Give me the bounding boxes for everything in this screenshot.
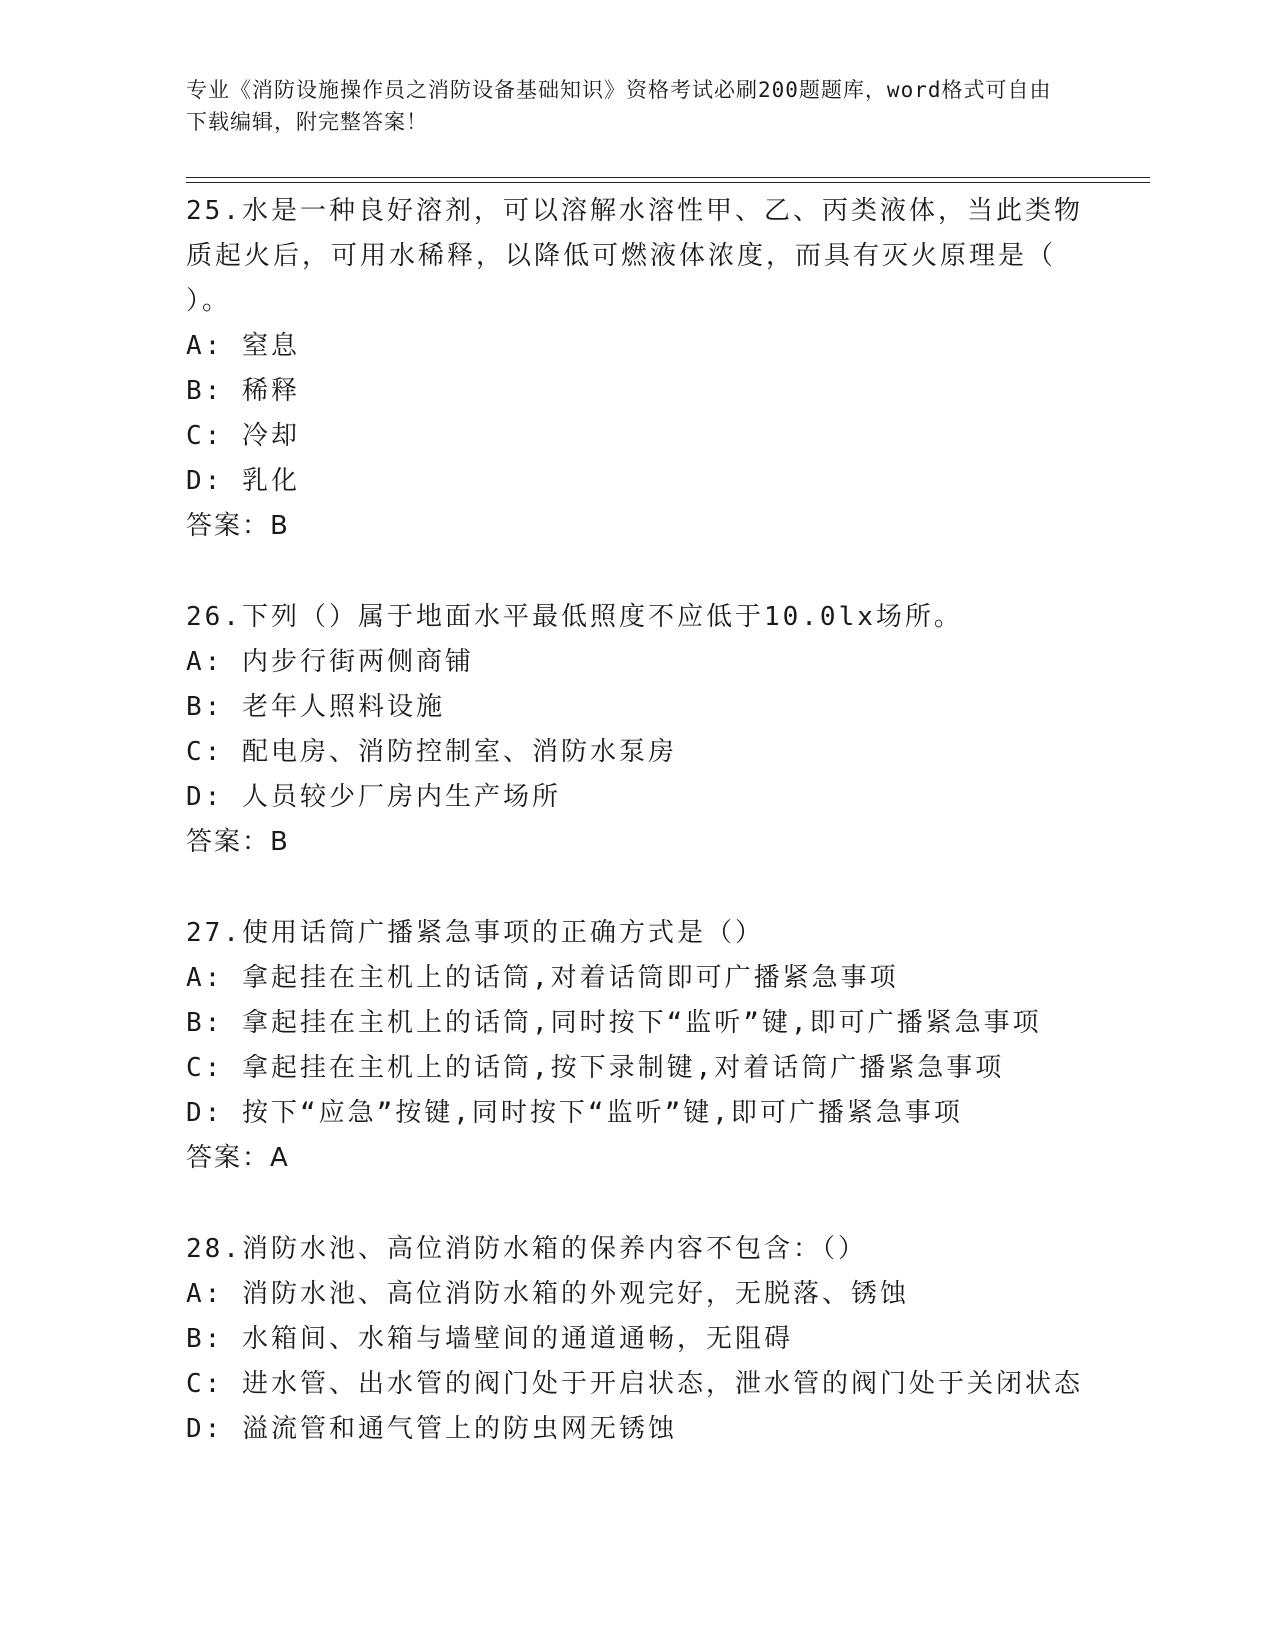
option-a: A: 消防水池、高位消防水箱的外观完好，无脱落、锈蚀 (186, 1279, 909, 1309)
option-d: D: 溢流管和通气管上的防虫网无锈蚀 (186, 1414, 677, 1444)
question-stem: 26.下列（）属于地面水平最低照度不应低于10.0lx场所。 (186, 602, 963, 632)
question-26 (186, 595, 1086, 865)
option-b: B: 拿起挂在主机上的话筒,同时按下“监听”键,即可广播紧急事项 (186, 1008, 1042, 1038)
question-stem: 25.水是一种良好溶剂，可以溶解水溶性甲、乙、丙类液体，当此类物质起火后，可用水稀释，以降低可燃液体浓度，而具有灭火原理是（ ）。 (186, 196, 1083, 316)
option-c: C: 拿起挂在主机上的话筒,按下录制键,对着话筒广播紧急事项 (186, 1053, 1005, 1083)
option-d: D: 人员较少厂房内生产场所 (186, 782, 561, 812)
option-a: A: 窒息 (186, 331, 300, 361)
answer-line: 答案：B (186, 511, 290, 541)
option-c: C: 配电房、消防控制室、消防水泵房 (186, 737, 677, 767)
question-stem: 28.消防水池、高位消防水箱的保养内容不包含：（） (186, 1234, 867, 1264)
question-25 (186, 189, 1086, 549)
option-c: C: 进水管、出水管的阀门处于开启状态，泄水管的阀门处于关闭状态 (186, 1369, 1083, 1399)
answer-line: 答案：B (186, 827, 290, 857)
option-a: A: 内步行街两侧商铺 (186, 647, 474, 677)
document-header: 专业《消防设施操作员之消防设备基础知识》资格考试必刷200题题库，word格式可自由下载编辑，附完整答案！ (186, 78, 1052, 134)
question-stem: 27.使用话筒广播紧急事项的正确方式是（） (186, 918, 764, 948)
option-c: C: 冷却 (186, 421, 300, 451)
header-divider-bottom (186, 182, 1150, 183)
answer-line: 答案：A (186, 1143, 290, 1173)
option-d: D: 乳化 (186, 466, 300, 496)
option-b: B: 老年人照料设施 (186, 692, 445, 722)
option-b: B: 稀释 (186, 376, 300, 406)
question-28 (186, 1227, 1086, 1452)
header-divider-top (186, 177, 1150, 178)
option-d: D: 按下“应急”按键,同时按下“监听”键,即可广播紧急事项 (186, 1098, 963, 1128)
option-b: B: 水箱间、水箱与墙壁间的通道通畅，无阻碍 (186, 1324, 793, 1354)
question-27 (186, 911, 1086, 1181)
option-a: A: 拿起挂在主机上的话筒,对着话筒即可广播紧急事项 (186, 963, 899, 993)
question-list (186, 189, 1086, 1498)
